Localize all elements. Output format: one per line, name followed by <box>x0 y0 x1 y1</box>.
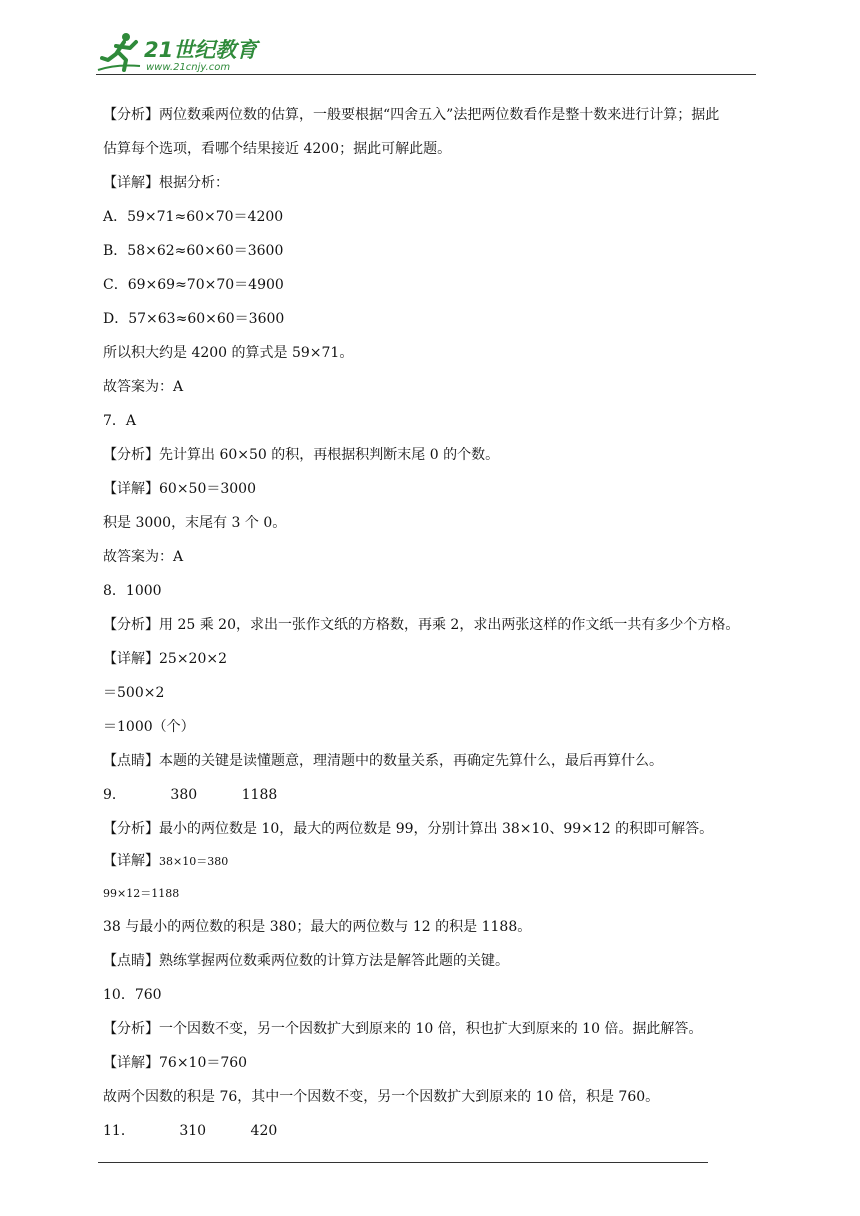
text-line: 38 与最小的两位数的积是 380；最大的两位数与 12 的积是 1188。 <box>103 919 532 935</box>
text-line: 故答案为：A <box>103 379 184 395</box>
text-line: 【分析】先计算出 60×50 的积，再根据积判断末尾 0 的个数。 <box>103 447 500 463</box>
text-line: 故答案为：A <box>103 549 184 565</box>
text-line: ＝500×2 <box>103 685 165 701</box>
text-line: 故两个因数的积是 76，其中一个因数不变，另一个因数扩大到原来的 10 倍，积是 760。 <box>103 1089 660 1105</box>
question-number: 11． 310 420 <box>103 1123 278 1139</box>
text-line: 【详解】25×20×2 <box>103 651 227 667</box>
page-header <box>96 30 756 78</box>
text-line: 【分析】两位数乘两位数的估算，一般要根据“四舍五入”法把两位数看作是整十数来进行计算；据此 <box>103 107 720 123</box>
text-line: 【点睛】熟练掌握两位数乘两位数的计算方法是解答此题的关键。 <box>103 953 509 969</box>
question-number: 7．A <box>103 413 137 429</box>
text-line: C．69×69≈70×70＝4900 <box>103 277 284 293</box>
logo <box>96 30 266 76</box>
logo-title: 21世纪教育 <box>144 38 258 62</box>
text-line: 【分析】用 25 乘 20，求出一张作文纸的方格数，再乘 2，求出两张这样的作文纸一共有多少个方格。 <box>103 617 740 633</box>
question-number: 9． 380 1188 <box>103 787 278 803</box>
text-line: 【详解】76×10＝760 <box>103 1055 248 1071</box>
question-number: 8．1000 <box>103 583 162 599</box>
text-line: D．57×63≈60×60＝3600 <box>103 311 285 327</box>
text-line: ＝1000（个） <box>103 719 195 735</box>
text-line: 【详解】60×50＝3000 <box>103 481 256 497</box>
text-line: B．58×62≈60×60＝3600 <box>103 243 284 259</box>
formula: 38×10＝380 <box>159 855 229 868</box>
runner-icon <box>96 30 144 74</box>
text-line: 估算每个选项，看哪个结果接近 4200；据此可解此题。 <box>103 141 452 157</box>
text-line: 【分析】最小的两位数是 10，最大的两位数是 99，分别计算出 38×10、99×12 的积即可解答。 <box>103 821 714 837</box>
header-divider <box>96 74 756 75</box>
text-line: 积是 3000，末尾有 3 个 0。 <box>103 515 287 531</box>
text-line: 【点睛】本题的关键是读懂题意，理清题中的数量关系，再确定先算什么，最后再算什么。 <box>103 753 663 769</box>
text-line: 【分析】一个因数不变，另一个因数扩大到原来的 10 倍，积也扩大到原来的 10 倍。据此解答。 <box>103 1021 703 1037</box>
text-line <box>103 851 228 872</box>
detail-label: 【详解】 <box>103 853 159 869</box>
text-line: 所以积大约是 4200 的算式是 59×71。 <box>103 345 354 361</box>
formula: 99×12＝1188 <box>103 887 180 900</box>
logo-url: www.21cnjy.com <box>146 62 231 73</box>
text-line: 【详解】根据分析： <box>103 175 229 191</box>
text-line: A．59×71≈60×70＝4200 <box>103 209 284 225</box>
footer-divider <box>98 1162 708 1163</box>
question-number: 10．760 <box>103 987 162 1003</box>
